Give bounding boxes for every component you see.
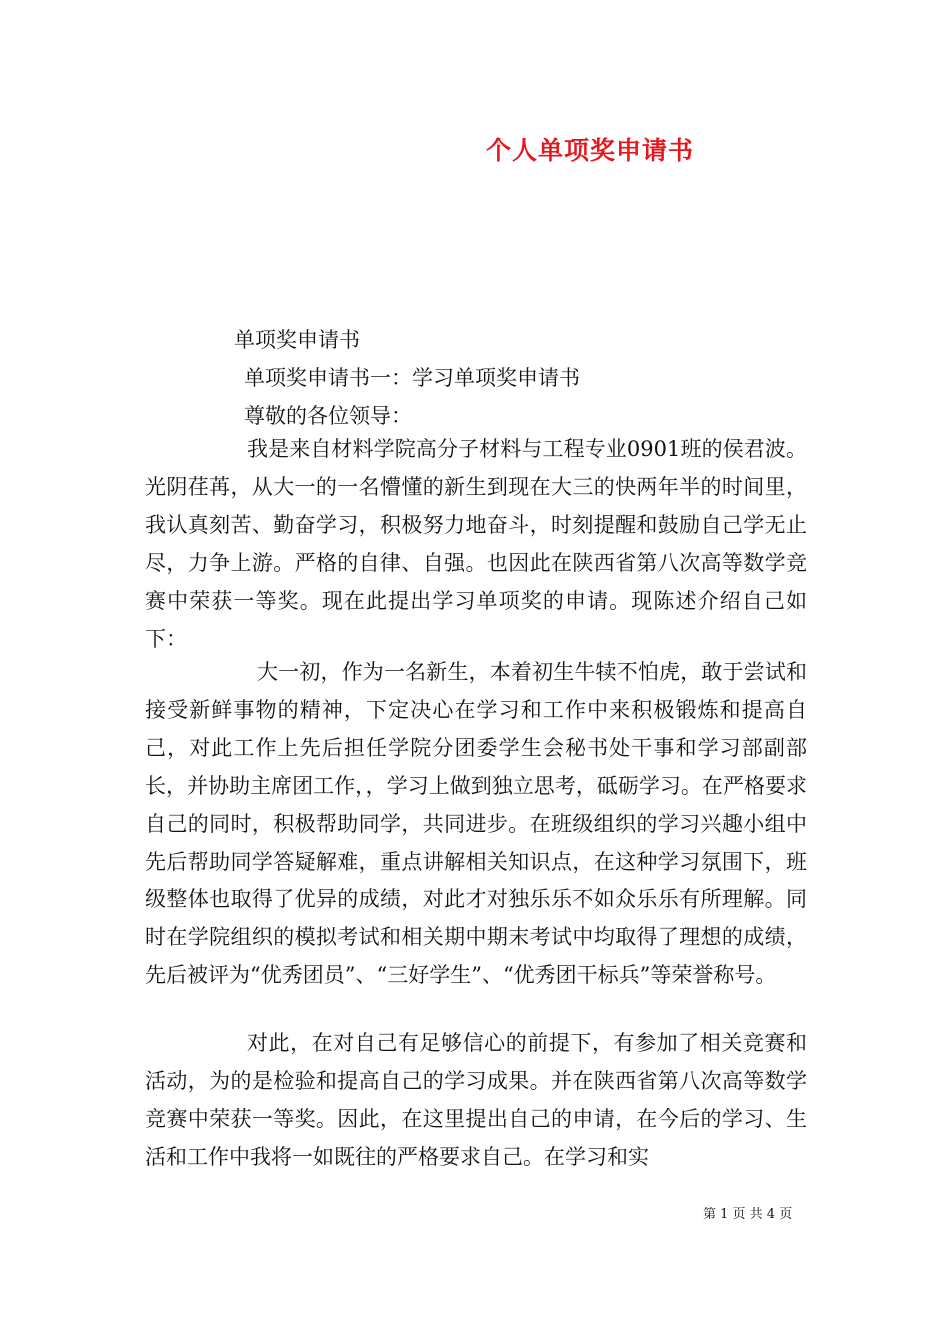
salutation: 尊敬的各位领导： xyxy=(244,404,412,428)
page-number: 第 1 页 共 4 页 xyxy=(703,1207,793,1222)
paragraph-1: 我是来自材料学院高分子材料与工程专业0901班的侯君波。光阴荏苒，从大一的一名懵懂的新生到现在大三的快两年半的时间里，我认真刻苦、勤奋学习，积极努力地奋斗，时刻提醒和鼓励自己学无止尽，力争上游。严格的自律、自强。也因此在陕西省第八次高等数学竞赛中荣获一等奖。现在此提出学习单项奖的申请。现陈述介绍自己如下： xyxy=(145,437,807,651)
paragraph-3: 对此，在对自己有足够信心的前提下，有参加了相关竞赛和活动，为的是检验和提高自己的学习成果。并在陕西省第八次高等数学竞赛中荣获一等奖。因此，在这里提出自己的申请，在今后的学习、生活和工作中我将一如既往的严格要求自己。在学习和实 xyxy=(145,1031,807,1169)
document-title: 个人单项奖申请书 xyxy=(485,136,694,165)
document-heading: 单项奖申请书 xyxy=(234,328,360,352)
paragraph-2: 大一初，作为一名新生，本着初生牛犊不怕虎，敢于尝试和接受新鲜事物的精神，下定决心在学习和工作中来积极锻炼和提高自己，对此工作上先后担任学院分团委学生会秘书处干事和学习部副部长，并协助主席团工作，，学习上做到独立思考，砥砺学习。在严格要求自己的同时，积极帮助同学，共同进步。在班级组织的学习兴趣小组中先后帮助同学答疑解难，重点讲解相关知识点，在这种学习氛围下，班级整体也取得了优异的成绩，对此才对独乐乐不如众乐乐有所理解。同时在学院组织的模拟考试和相关期中期末考试中均取得了理想的成绩，先后被评为“优秀团员”、“三好学生”、“优秀团干标兵”等荣誉称号。 xyxy=(145,660,807,988)
document-subheading: 单项奖申请书一：学习单项奖申请书 xyxy=(244,366,580,390)
